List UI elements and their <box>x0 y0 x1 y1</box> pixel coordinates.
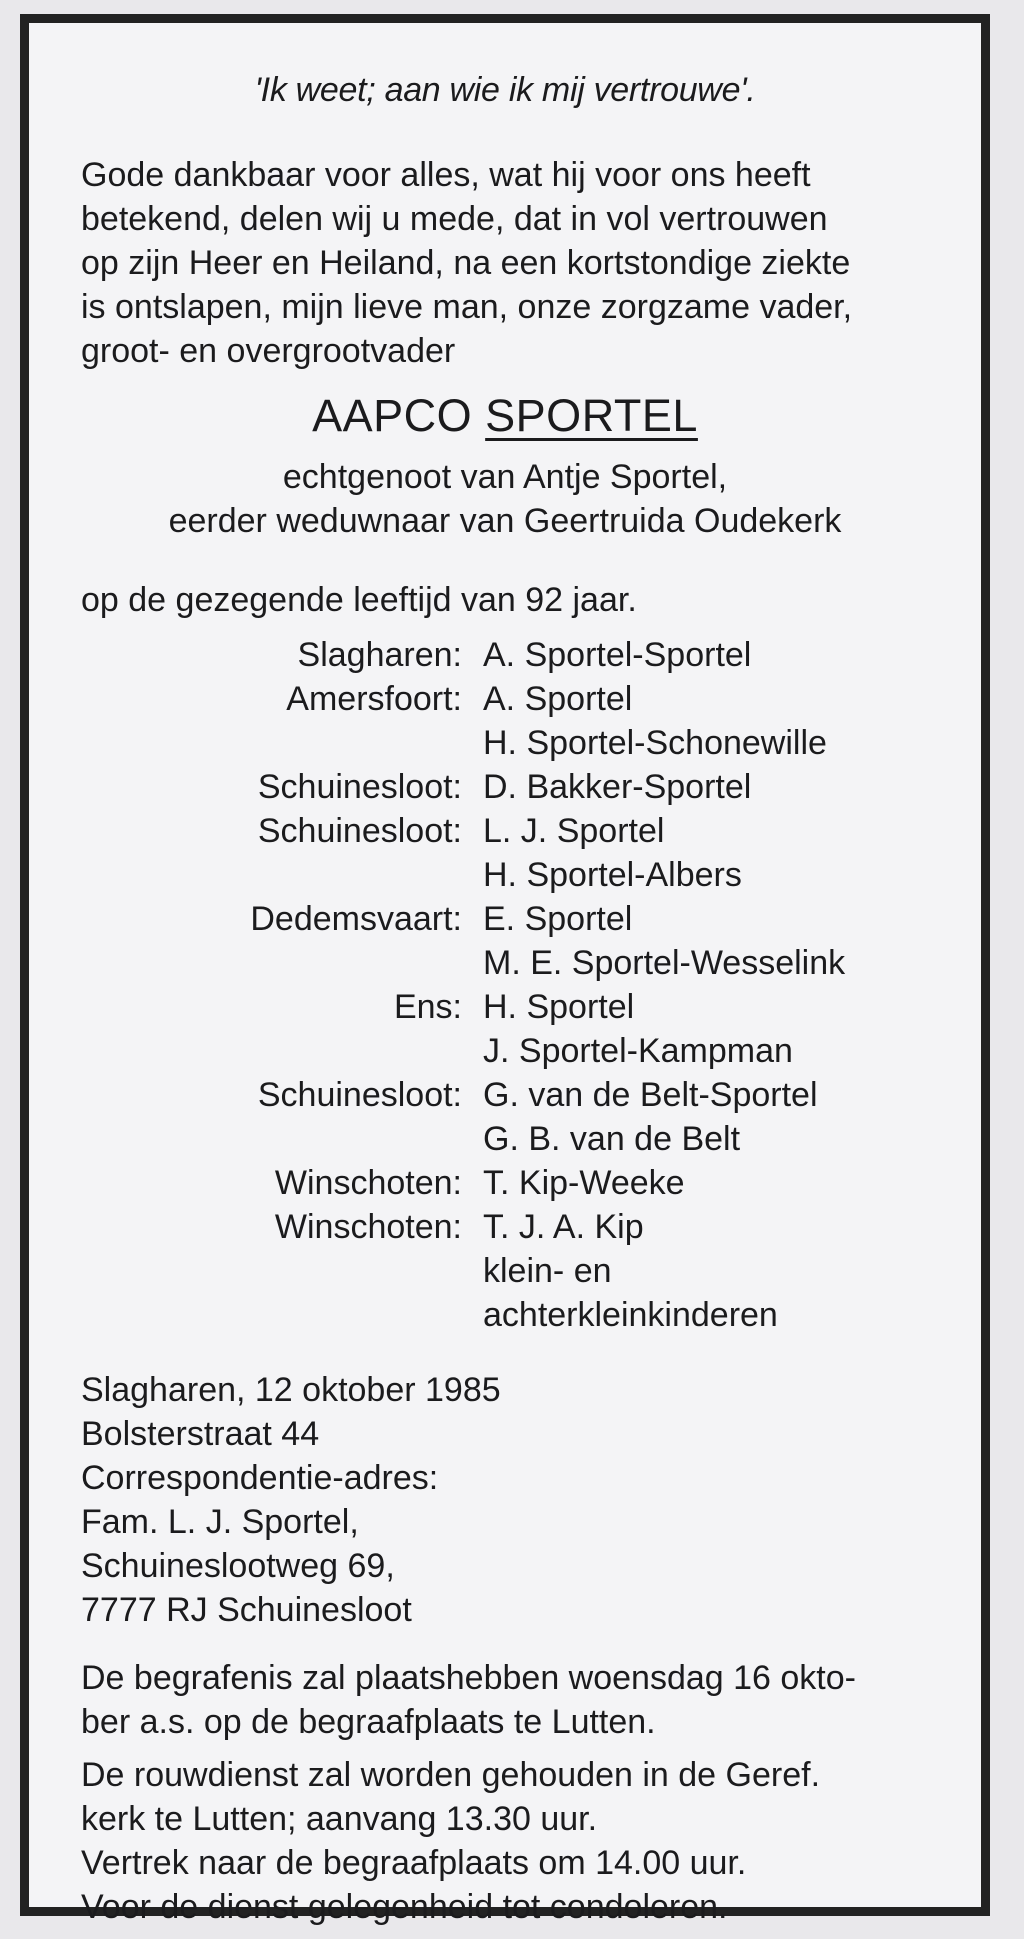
family-person: J. Sportel-Kampman <box>483 1032 793 1070</box>
family-place: Winschoten: <box>274 1208 462 1246</box>
family-row <box>29 944 981 988</box>
family-person: M. E. Sportel-Wesselink <box>483 944 846 982</box>
family-person: G. B. van de Belt <box>483 1120 741 1158</box>
family-row <box>29 856 981 900</box>
family-row <box>29 1164 981 1208</box>
family-place: Schuinesloot: <box>257 1076 462 1114</box>
family-person: achterkleinkinderen <box>483 1296 778 1334</box>
death-notice-card <box>20 14 990 1926</box>
family-person: T. Kip-Weeke <box>483 1164 685 1202</box>
address-block <box>81 1368 971 1632</box>
motto: 'Ik weet; aan wie ik mij vertrouwe'. <box>254 71 756 109</box>
family-row <box>29 1032 981 1076</box>
intro-line: Gode dankbaar voor alles, wat hij voor ons heeft <box>81 156 811 194</box>
family-row <box>29 768 981 812</box>
service-line: Vertrek naar de begraafplaats om 14.00 uur. <box>81 1844 747 1882</box>
family-person: klein- en <box>483 1252 612 1290</box>
family-row <box>29 1252 981 1296</box>
service-line: kerk te Lutten; aanvang 13.30 uur. <box>81 1800 598 1838</box>
family-person: T. J. A. Kip <box>483 1208 644 1246</box>
intro-paragraph <box>81 153 971 373</box>
family-list <box>29 636 981 1340</box>
family-person: H. Sportel-Albers <box>483 856 742 894</box>
family-row <box>29 680 981 724</box>
former-spouse-line: eerder weduwnaar van Geertruida Oudekerk <box>168 502 842 540</box>
family-person: A. Sportel <box>483 680 633 718</box>
spouse-line: echtgenoot van Antje Sportel, <box>282 458 728 496</box>
family-row <box>29 900 981 944</box>
family-person: H. Sportel-Schonewille <box>483 724 827 762</box>
deceased-first-names: AAPCO <box>312 390 473 441</box>
family-row <box>29 636 981 680</box>
family-place: Ens: <box>393 988 462 1026</box>
family-row <box>29 1208 981 1252</box>
family-place: Amersfoort: <box>286 680 462 718</box>
family-person: D. Bakker-Sportel <box>483 768 752 806</box>
intro-line: is ontslapen, mijn lieve man, onze zorgzame vader, <box>81 288 853 326</box>
family-row <box>29 812 981 856</box>
family-row <box>29 988 981 1032</box>
family-person: E. Sportel <box>483 900 633 938</box>
service-paragraph <box>81 1753 971 1929</box>
intro-line: betekend, delen wij u mede, dat in vol vertrouwen <box>81 200 828 238</box>
service-line: De rouwdienst zal worden gehouden in de Geref. <box>81 1756 821 1794</box>
funeral-line: De begrafenis zal plaatshebben woensdag 16 okto- <box>81 1659 856 1697</box>
family-person: A. Sportel-Sportel <box>483 636 752 674</box>
address-line: Correspondentie-adres: <box>81 1459 439 1497</box>
family-place: Schuinesloot: <box>257 768 462 806</box>
family-place: Slagharen: <box>297 636 462 674</box>
deceased-name <box>29 390 981 442</box>
address-line: Schuineslootweg 69, <box>81 1547 395 1585</box>
address-line: Fam. L. J. Sportel, <box>81 1503 359 1541</box>
funeral-line: ber a.s. op de begraafplaats te Lutten. <box>81 1703 656 1741</box>
address-line: Slagharen, 12 oktober 1985 <box>81 1371 501 1409</box>
family-place: Schuinesloot: <box>257 812 462 850</box>
family-row <box>29 724 981 768</box>
family-row <box>29 1296 981 1340</box>
intro-line: groot- en overgrootvader <box>81 332 456 370</box>
service-line: Voor de dienst gelegenheid tot condoleren. <box>81 1888 728 1926</box>
funeral-paragraph <box>81 1656 971 1744</box>
address-line: Bolsterstraat 44 <box>81 1415 320 1453</box>
family-place: Winschoten: <box>274 1164 462 1202</box>
family-row <box>29 1120 981 1164</box>
family-row <box>29 1076 981 1120</box>
intro-line: op zijn Heer en Heiland, na een kortstondige ziekte <box>81 244 851 282</box>
deceased-surname: SPORTEL <box>485 390 698 441</box>
age-line: op de gezegende leeftijd van 92 jaar. <box>81 581 637 619</box>
address-line: 7777 RJ Schuinesloot <box>81 1591 412 1629</box>
family-place: Dedemsvaart: <box>250 900 462 938</box>
family-person: H. Sportel <box>483 988 635 1026</box>
family-person: G. van de Belt-Sportel <box>483 1076 818 1114</box>
family-person: L. J. Sportel <box>483 812 665 850</box>
